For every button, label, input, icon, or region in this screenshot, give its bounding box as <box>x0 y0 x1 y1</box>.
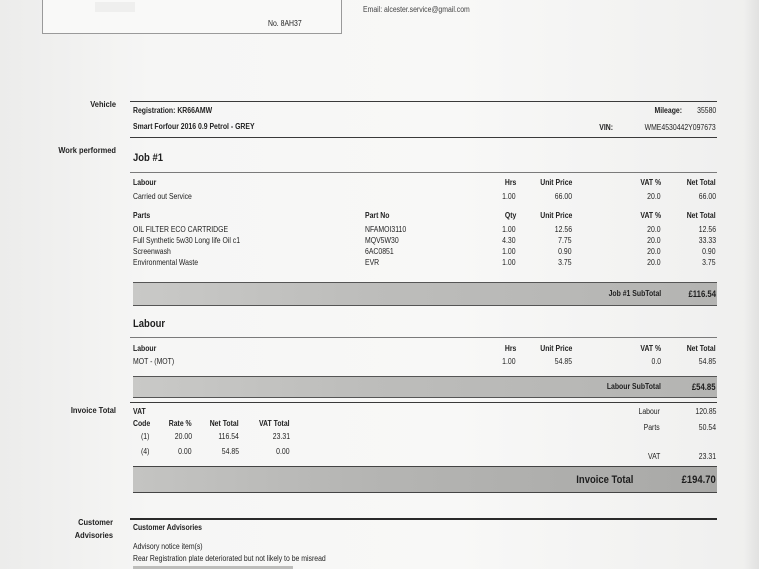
job-rule <box>130 172 717 173</box>
job-subtotal-label: Job #1 SubTotal <box>608 289 661 298</box>
vat-row-rate: 20.00 <box>174 432 192 441</box>
advisories-rule <box>130 518 717 520</box>
part-row-qty: 1.00 <box>502 258 516 267</box>
labour-vat-header: VAT % <box>640 344 661 353</box>
parts-vat-header: VAT % <box>640 211 661 220</box>
labour-row-vat: 0.0 <box>651 357 661 366</box>
vat-table-title: VAT <box>133 407 146 416</box>
summary-vat-label: VAT <box>647 452 660 461</box>
vat-row-vat: 23.31 <box>272 432 290 441</box>
vehicle-bottom-rule <box>130 137 717 138</box>
header-email: Email: alcester.service@gmail.com <box>363 5 470 14</box>
vat-rate-header: Rate % <box>169 419 192 428</box>
summary-labour-value: 120.85 <box>694 407 716 416</box>
part-row-price: 7.75 <box>558 236 572 245</box>
summary-parts-value: 50.54 <box>698 423 716 432</box>
labour-section-title: Labour <box>133 318 166 330</box>
job-labour-net: 66.00 <box>698 192 716 201</box>
job-subtotal-value: £116.54 <box>688 289 716 299</box>
job-labour-desc: Carried out Service <box>133 192 192 201</box>
summary-vat-value: 23.31 <box>698 452 716 461</box>
vat-vat-header: VAT Total <box>259 419 290 428</box>
mileage-value: 35580 <box>696 106 716 115</box>
vat-row-net: 116.54 <box>218 432 239 441</box>
advisories-title: Customer Advisories <box>133 523 202 532</box>
part-row-partno: MQV5W30 <box>365 236 399 245</box>
vat-net-header: Net Total <box>210 419 239 428</box>
part-row-price: 12.56 <box>554 225 572 234</box>
part-row-net: 3.75 <box>702 258 716 267</box>
parts-net-header: Net Total <box>687 211 716 220</box>
work-performed-label: Work performed <box>58 145 116 155</box>
invoice-total-rule <box>130 402 717 403</box>
part-row-desc: Full Synthetic 5w30 Long life Oil c1 <box>133 236 241 245</box>
labour-row-hrs: 1.00 <box>502 357 516 366</box>
part-row-vat: 20.0 <box>647 225 661 234</box>
job-labour-price: 66.00 <box>554 192 572 201</box>
job-title: Job #1 <box>133 152 163 164</box>
part-row-desc: OIL FILTER ECO CARTRIDGE <box>133 225 229 234</box>
job-labour-vat-header: VAT % <box>640 178 661 187</box>
part-row-qty: 4.30 <box>502 236 516 245</box>
parts-price-header: Unit Price <box>539 211 572 220</box>
vat-row-vat: 0.00 <box>276 447 290 456</box>
advisories-label-line2: Advisories <box>74 530 113 540</box>
job-labour-hrs-header: Hrs <box>504 178 516 187</box>
part-row-price: 3.75 <box>558 258 572 267</box>
advisories-label-line1: Customer <box>78 517 113 527</box>
vin-label: VIN: <box>599 123 613 132</box>
part-row-desc: Environmental Waste <box>133 258 199 267</box>
labour-row-net: 54.85 <box>698 357 716 366</box>
vin-value: WME4530442Y097673 <box>644 123 716 132</box>
summary-parts-label: Parts <box>643 423 660 432</box>
vat-code-header: Code <box>133 419 151 428</box>
page-edge-shadow <box>744 0 759 569</box>
job-labour-vat: 20.0 <box>647 192 661 201</box>
labour-header: Labour <box>133 344 157 353</box>
advisory-line: Rear Registration plate deteriorated but not likely to be misread <box>133 554 326 563</box>
parts-partno-header: Part No <box>365 211 390 220</box>
labour-row-desc: MOT - (MOT) <box>133 357 175 366</box>
vehicle-description: Smart Forfour 2016 0.9 Petrol - GREY <box>133 122 255 131</box>
invoice-total-section-label: Invoice Total <box>70 405 116 415</box>
part-row-price: 0.90 <box>558 247 572 256</box>
advisory-line: Advisory notice item(s) <box>133 542 203 551</box>
part-row-vat: 20.0 <box>647 247 661 256</box>
part-row-vat: 20.0 <box>647 236 661 245</box>
vat-row-code: (4) <box>141 447 150 456</box>
part-row-desc: Screenwash <box>133 247 171 256</box>
part-row-partno: EVR <box>365 258 380 267</box>
part-row-partno: NFAMOI3110 <box>365 225 407 234</box>
vat-row-net: 54.85 <box>221 447 239 456</box>
part-row-qty: 1.00 <box>502 225 516 234</box>
part-row-qty: 1.00 <box>502 247 516 256</box>
labour-hrs-header: Hrs <box>504 344 516 353</box>
job-labour-header: Labour <box>133 178 157 187</box>
job-labour-net-header: Net Total <box>687 178 716 187</box>
vehicle-registration: Registration: KR66AMW <box>133 106 213 115</box>
parts-header: Parts <box>133 211 151 220</box>
labour-rule <box>130 337 717 338</box>
part-row-vat: 20.0 <box>647 258 661 267</box>
vehicle-top-rule <box>130 101 717 102</box>
parts-qty-header: Qty <box>504 211 516 220</box>
labour-row-price: 54.85 <box>554 357 572 366</box>
summary-labour-label: Labour <box>638 407 660 416</box>
labour-subtotal-value: £54.85 <box>692 382 716 392</box>
part-row-net: 33.33 <box>698 236 716 245</box>
part-row-net: 0.90 <box>702 247 716 256</box>
invoice-total-label: Invoice Total <box>575 474 633 486</box>
invoice-number: No. 8AH37 <box>268 19 302 28</box>
labour-price-header: Unit Price <box>539 344 572 353</box>
vat-row-rate: 0.00 <box>178 447 192 456</box>
job-labour-hrs: 1.00 <box>502 192 516 201</box>
vat-row-code: (1) <box>141 432 150 441</box>
labour-subtotal-label: Labour SubTotal <box>606 382 661 391</box>
part-row-net: 12.56 <box>698 225 716 234</box>
mileage-label: Mileage: <box>654 106 682 115</box>
labour-net-header: Net Total <box>687 344 716 353</box>
redacted-block <box>95 2 135 12</box>
part-row-partno: 6AC0851 <box>365 247 394 256</box>
invoice-total-value: £194.70 <box>681 474 716 486</box>
job-labour-price-header: Unit Price <box>539 178 572 187</box>
vehicle-label: Vehicle <box>90 99 116 109</box>
